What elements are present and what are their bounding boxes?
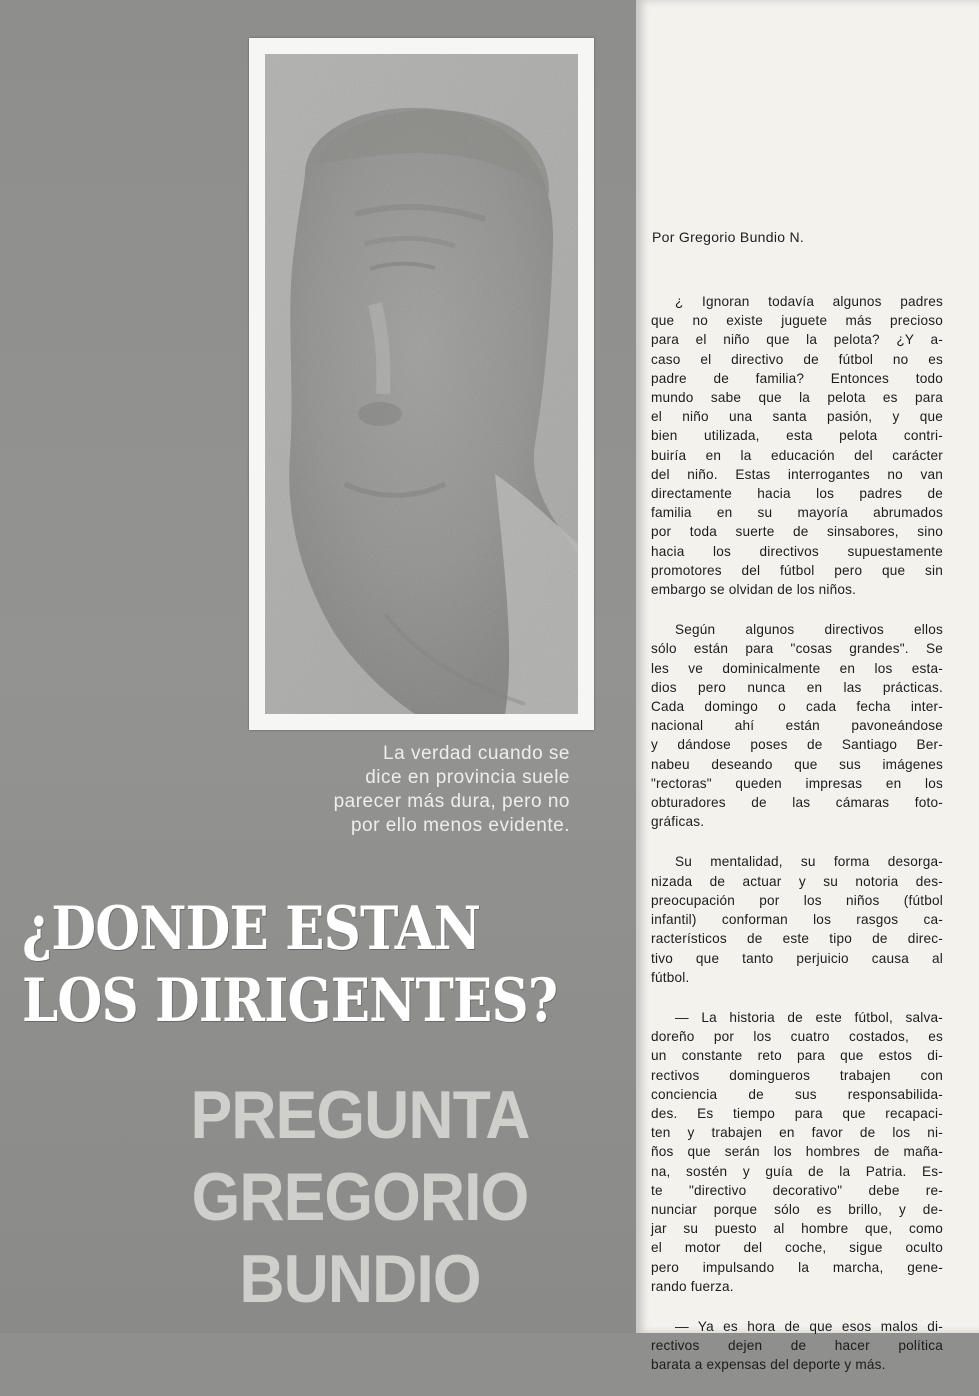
article-line: les ve dominicalmente en los esta- bbox=[651, 660, 943, 676]
article-line: promotores del fútbol pero que sin bbox=[651, 562, 943, 578]
article-line: rectivos domingueros trabajen con bbox=[651, 1067, 943, 1083]
headline-line: ¿DONDE ESTAN bbox=[22, 894, 481, 964]
portrait-photo-frame bbox=[249, 38, 594, 730]
article-line: gráficas. bbox=[651, 814, 705, 830]
headline-line: LOS DIRIGENTES? bbox=[22, 966, 558, 1036]
article-line: embargo se olvidan de los niños. bbox=[651, 582, 857, 598]
article-line: dios pero nunca en las prácticas. bbox=[651, 679, 943, 695]
article-line: rando fuerza. bbox=[651, 1278, 734, 1294]
article-line: nacional ahí están pavoneándose bbox=[651, 718, 943, 734]
article-line: infantil) conforman los rasgos ca- bbox=[651, 912, 943, 928]
portrait-photo bbox=[265, 54, 578, 714]
article-line: nunciar porque sólo es brillo, y de- bbox=[651, 1201, 943, 1217]
article-line: ¿ Ignoran todavía algunos padres bbox=[675, 294, 943, 309]
article-line: ños que serán los hombres de maña- bbox=[651, 1144, 943, 1160]
article-line: mundo sabe que la pelota es para bbox=[651, 390, 943, 406]
article-line: — Ya es hora de que esos malos di- bbox=[675, 1318, 943, 1334]
article-line: padre de familia? Entonces todo bbox=[651, 370, 943, 386]
article-line: "rectoras" queden impresas en los bbox=[651, 775, 943, 791]
article-line: sólo están para "cosas grandes". Se bbox=[651, 641, 943, 657]
article-line: doreño por los cuatro costados, es bbox=[651, 1029, 943, 1045]
article-line: nabeu deseando que sus imágenes bbox=[651, 756, 943, 772]
article-line: tivo que tanto perjuicio causa al bbox=[651, 950, 943, 966]
article-line: barata a expensas del deporte y más. bbox=[651, 1357, 886, 1373]
article-line: obturadores de las cámaras foto- bbox=[651, 795, 943, 811]
article-line: te "directivo decorativo" debe re- bbox=[651, 1182, 943, 1198]
sub-headline-line: GREGORIO bbox=[191, 1159, 529, 1235]
article-line: del niño. Estas interrogantes no van bbox=[651, 466, 943, 482]
headline bbox=[22, 893, 558, 1037]
article-line: Según algunos directivos ellos bbox=[675, 622, 943, 638]
article-line: preocupación por los niños (fútbol bbox=[651, 892, 943, 908]
sub-headline bbox=[116, 1074, 604, 1320]
article-line: rectivos dejen de hacer política bbox=[651, 1338, 943, 1354]
article-line: jar su puesto al hombre que, como bbox=[651, 1221, 943, 1237]
caption-line: por ello menos evidente. bbox=[350, 815, 570, 836]
sub-headline-line: BUNDIO bbox=[239, 1241, 481, 1317]
byline: Por Gregorio Bundio N. bbox=[652, 229, 805, 245]
article-paragraph bbox=[651, 1008, 943, 1296]
article-line: conciencia de sus responsabilida- bbox=[651, 1086, 943, 1102]
article-line: racterísticos de este tipo de direc- bbox=[651, 931, 943, 947]
caption-line: dice en provincia suele bbox=[365, 767, 570, 788]
article-body bbox=[651, 292, 943, 1396]
article-paragraph bbox=[651, 292, 943, 599]
article-line: que no existe juguete más precioso bbox=[651, 313, 943, 329]
article-line: familia en su mayoría abrumados bbox=[651, 505, 943, 521]
article-line: ten y trabajen en favor de los ni- bbox=[651, 1125, 943, 1141]
article-line: des. Es tiempo para que recapaci- bbox=[651, 1105, 943, 1121]
article-line: directamente hacia los padres de bbox=[651, 486, 943, 502]
portrait-illustration bbox=[265, 54, 578, 714]
article-line: nizada de actuar y su notoria des- bbox=[651, 873, 943, 889]
article-paragraph bbox=[651, 852, 943, 986]
article-line: caso el directivo de fútbol no es bbox=[651, 351, 943, 367]
article-line: por toda suerte de sinsabores, sino bbox=[651, 524, 943, 540]
article-line: na, sostén y guía de la Patria. Es- bbox=[651, 1163, 943, 1179]
article-line: para el niño que la pelota? ¿Y a- bbox=[651, 332, 943, 348]
article-line: el niño una santa pasión, y que bbox=[651, 409, 943, 425]
article-line: fútbol. bbox=[651, 969, 690, 985]
article-line: y dándose poses de Santiago Ber- bbox=[651, 737, 943, 753]
article-line: Su mentalidad, su forma desorga- bbox=[675, 854, 943, 870]
photo-caption bbox=[280, 742, 570, 838]
article-line: hacia los directivos supuestamente bbox=[651, 543, 943, 559]
article-line: bien utilizada, esta pelota contri- bbox=[651, 428, 943, 444]
article-line: buiría en la educación del carácter bbox=[651, 447, 943, 463]
caption-line: parecer más dura, pero no bbox=[333, 791, 570, 812]
article-paragraph bbox=[651, 620, 943, 831]
article-line: — La historia de este fútbol, salva- bbox=[675, 1009, 943, 1025]
sub-headline-line: PREGUNTA bbox=[190, 1077, 530, 1153]
article-paragraph bbox=[651, 1317, 943, 1375]
article-line: un constante reto para que estos di- bbox=[651, 1048, 943, 1064]
article-line: el motor del coche, sigue oculto bbox=[651, 1240, 943, 1256]
article-line: pero impulsando la marcha, gene- bbox=[651, 1259, 943, 1275]
caption-line: La verdad cuando se bbox=[383, 743, 570, 764]
article-line: Cada domingo o cada fecha inter- bbox=[651, 699, 943, 715]
